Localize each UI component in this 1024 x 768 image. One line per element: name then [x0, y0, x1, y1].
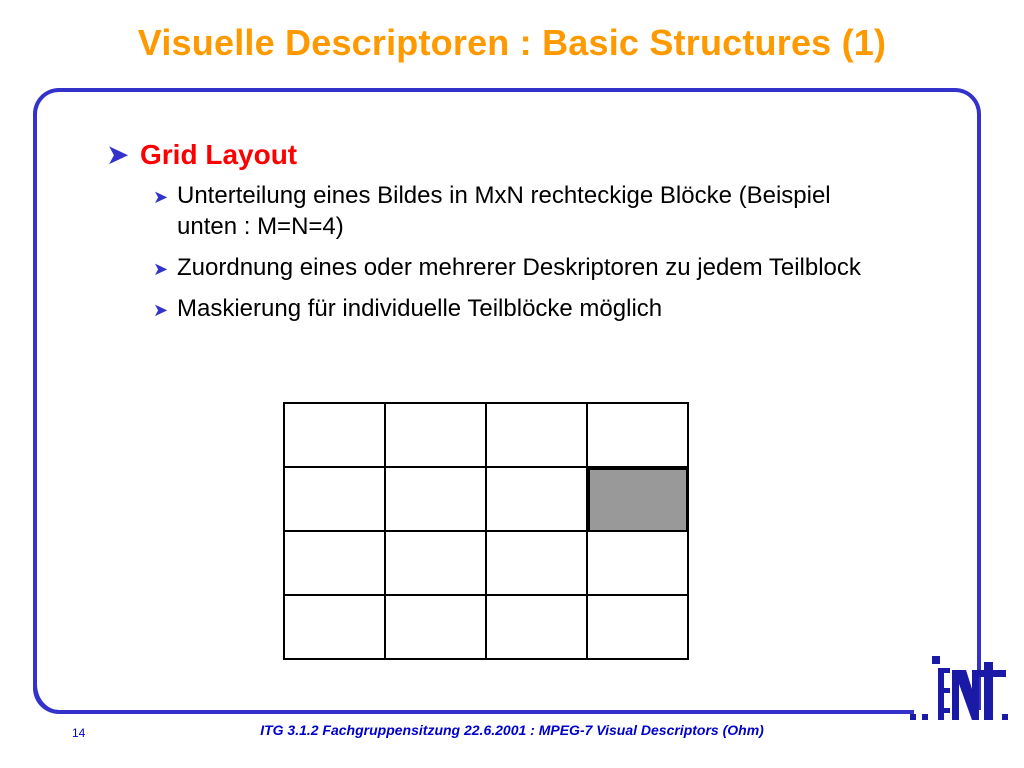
grid-cell [386, 532, 487, 596]
grid-cell [386, 468, 487, 532]
grid-layout-diagram [283, 402, 689, 660]
footer-text: ITG 3.1.2 Fachgruppensitzung 22.6.2001 : MPEG-7 Visual Descriptors (Ohm) [260, 722, 764, 738]
main-bullet [106, 138, 897, 172]
grid-cell [588, 532, 689, 596]
grid-cell [285, 404, 386, 468]
grid-cell [487, 468, 588, 532]
sub-bullet-text: Maskierung für individuelle Teilblöcke möglich [177, 295, 663, 322]
grid-cell [487, 596, 588, 660]
grid-cell [487, 532, 588, 596]
grid-cell [588, 596, 689, 660]
main-bullet-text: Grid Layout [140, 139, 298, 170]
grid-cell [386, 596, 487, 660]
content-frame-corner [33, 672, 75, 714]
grid-cell [285, 596, 386, 660]
int-logo-icon [908, 656, 1012, 726]
grid-cell [285, 532, 386, 596]
bullet-list [106, 138, 897, 334]
arrow-right-bullet-icon: ➤ [153, 300, 169, 320]
slide-title: Visuelle Descriptoren : Basic Structures (1) [137, 22, 887, 63]
page-number: 14 [72, 726, 86, 740]
grid-cell [386, 404, 487, 468]
sub-bullet [153, 180, 897, 242]
sub-bullet [153, 252, 897, 283]
content-frame-bottom-line [58, 710, 914, 714]
grid-cell [487, 404, 588, 468]
grid-cell-masked [588, 468, 689, 532]
sub-bullet-list [153, 180, 897, 324]
sub-bullet-text: Unterteilung eines Bildes in MxN rechteckige Blöcke (Beispiel unten : M=N=4) [177, 182, 831, 240]
arrow-right-bullet-icon: ➤ [106, 139, 130, 170]
sub-bullet [153, 293, 897, 324]
arrow-right-bullet-icon: ➤ [153, 187, 169, 207]
grid-cell [285, 468, 386, 532]
arrow-right-bullet-icon: ➤ [153, 259, 169, 279]
grid-cell [588, 404, 689, 468]
sub-bullet-text: Zuordnung eines oder mehrerer Deskriptoren zu jedem Teilblock [177, 254, 861, 281]
